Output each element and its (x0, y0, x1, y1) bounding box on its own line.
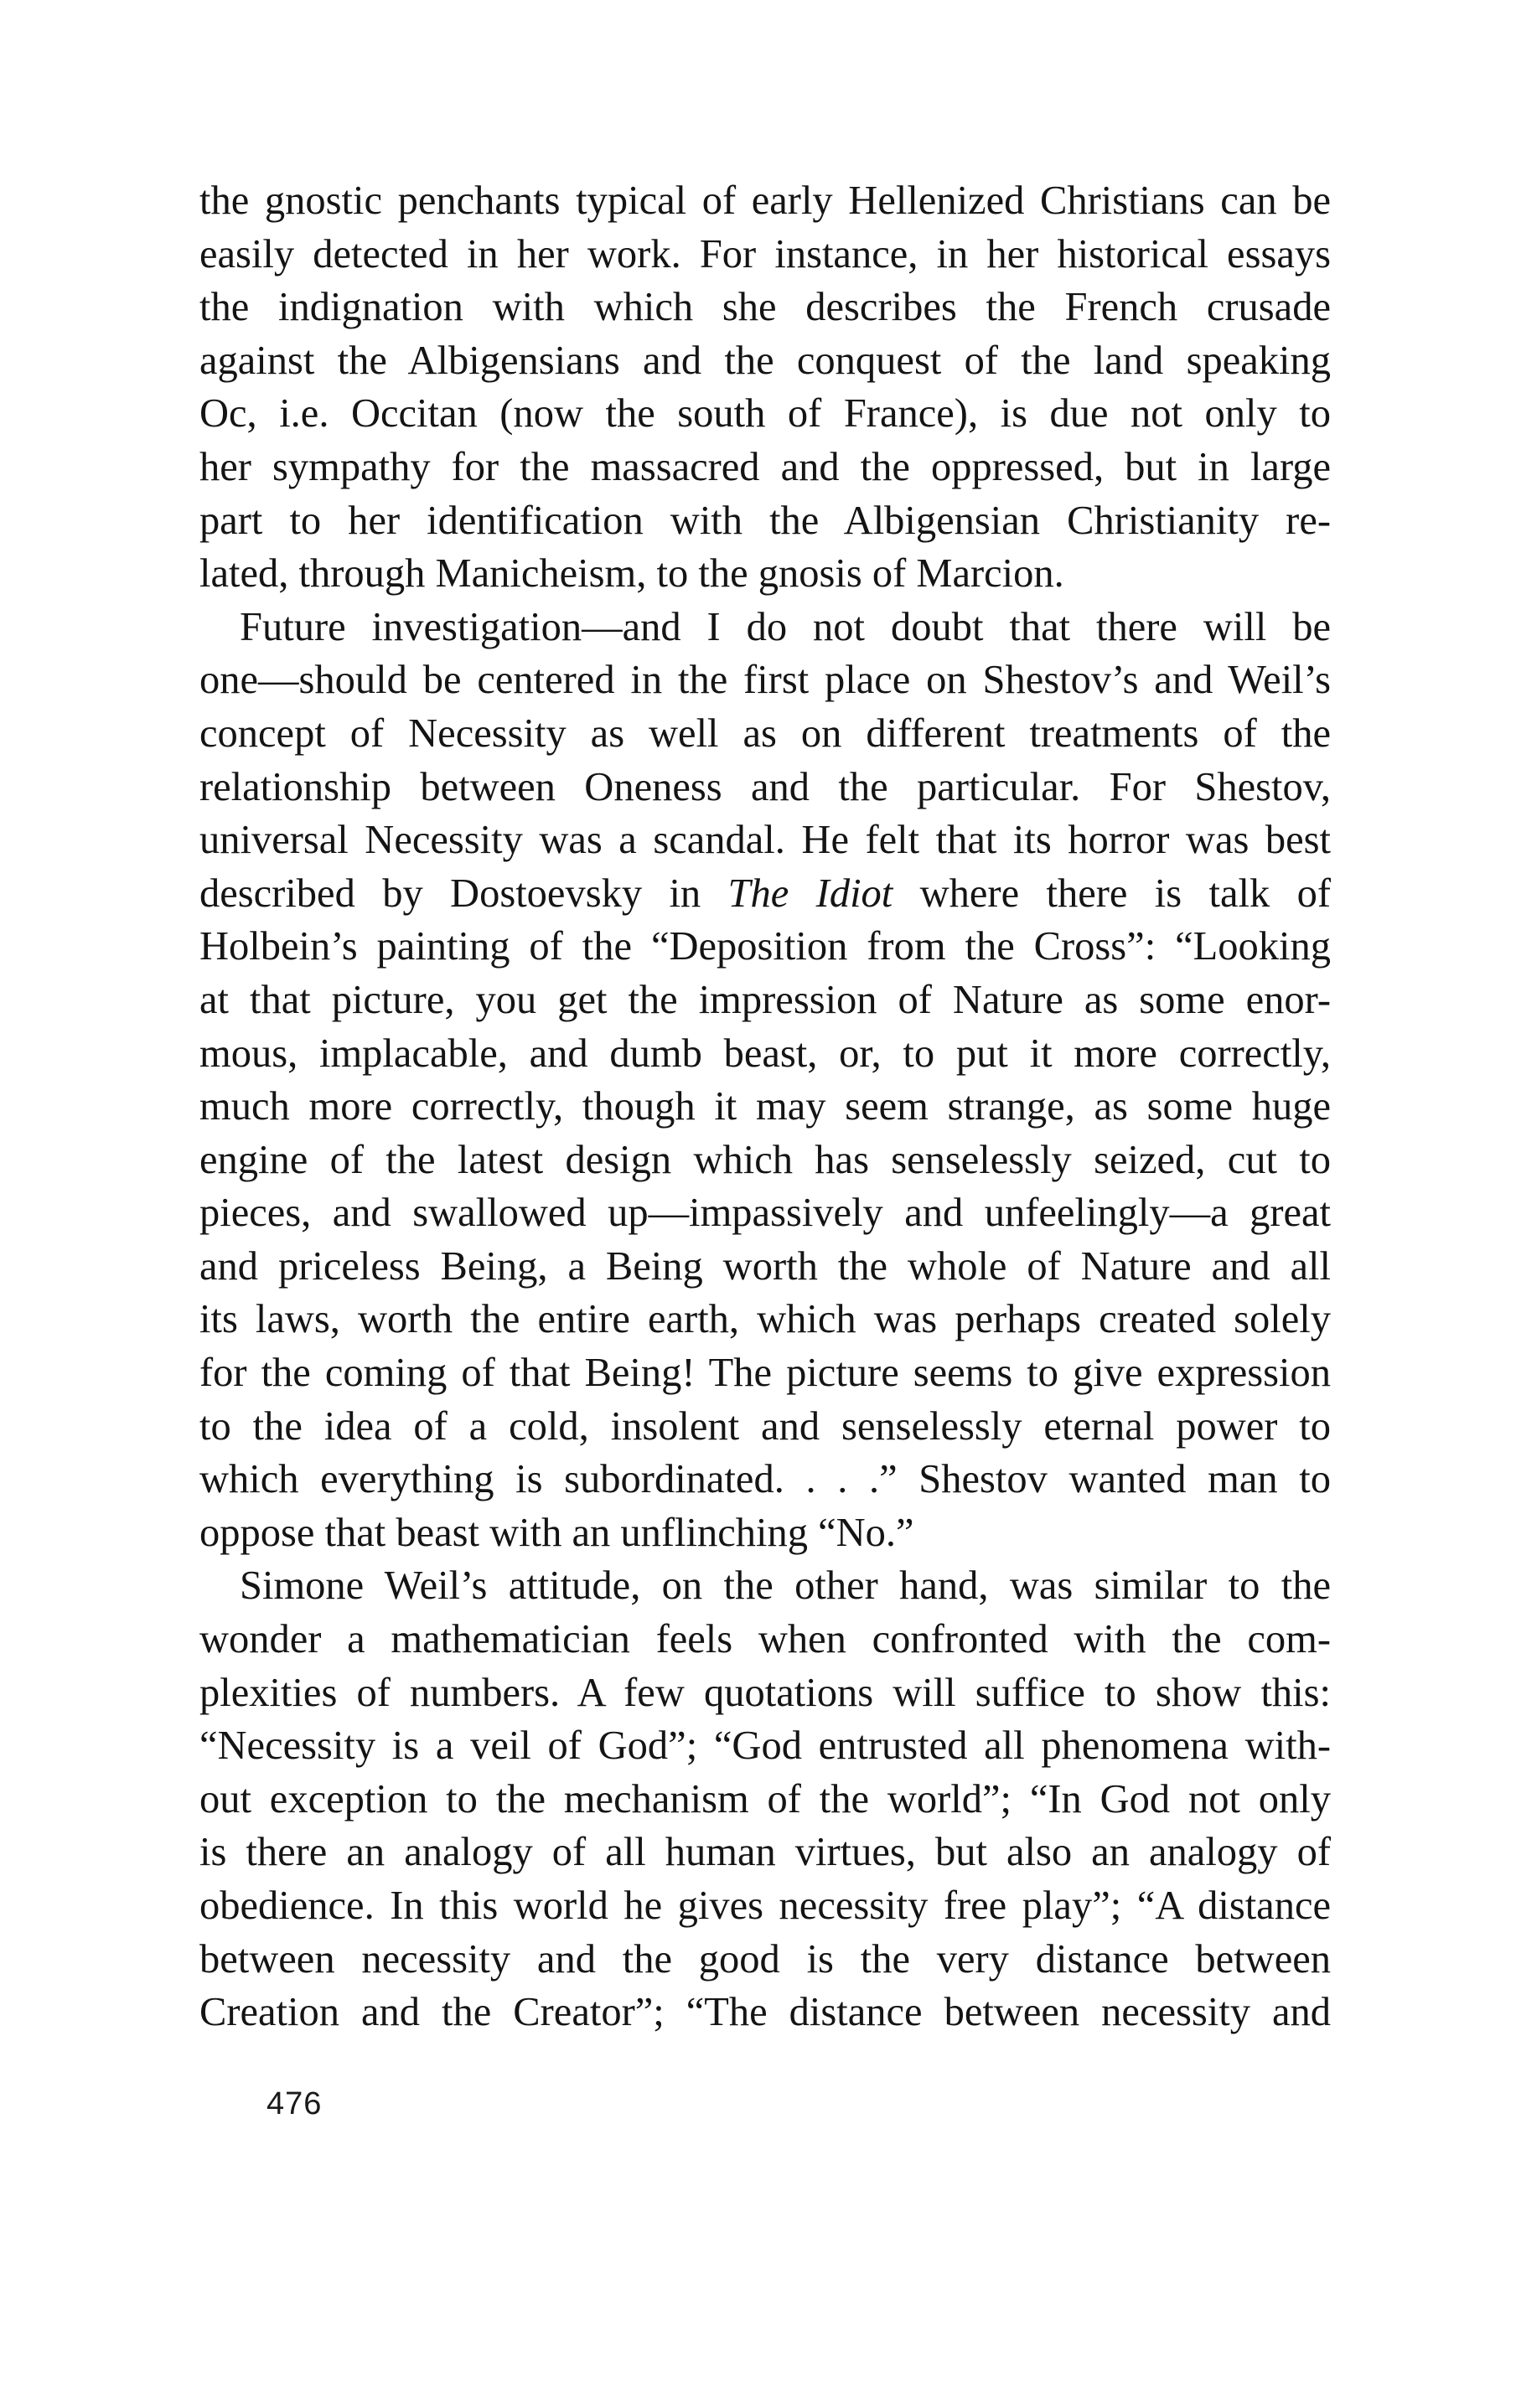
text-fragment: described by Dostoevsky in (199, 871, 728, 916)
text-line: between necessity and the good is the very distance between (199, 1936, 1331, 1982)
text-line: wonder a mathematician feels when confronted with the com- (199, 1617, 1331, 1662)
page-number: 476 (266, 2086, 323, 2121)
text-line: which everything is subordinated. . . .” Shestov wanted man to (199, 1457, 1331, 1502)
text-line: and priceless Being, a Being worth the whole of Nature and all (199, 1243, 1331, 1289)
text-line: universal Necessity was a scandal. He felt that its horror was best (199, 818, 1331, 863)
text-line: one—should be centered in the first place on Shestov’s and Weil’s (199, 658, 1331, 703)
text-fragment: where there is talk of (893, 871, 1331, 916)
text-line: obedience. In this world he gives necessity free play”; “A distance (199, 1884, 1331, 1928)
text-line: “Necessity is a veil of God”; “God entrusted all phenomena with- (199, 1723, 1331, 1769)
text-line: Oc, i.e. Occitan (now the south of France), is due not only to (199, 391, 1331, 437)
text-line: oppose that beast with an unflinching “No.” (199, 1510, 914, 1555)
text-line: lated, through Manicheism, to the gnosis of Marcion. (199, 551, 1064, 597)
text-line: easily detected in her work. For instance, in her historical essays (199, 231, 1331, 276)
paragraph-continued (199, 174, 1331, 601)
text-line: the gnostic penchants typical of early Hellenized Christians can be (199, 178, 1331, 223)
text-line: pieces, and swallowed up—impassively and unfeelingly—a great (199, 1191, 1331, 1236)
text-line: Simone Weil’s attitude, on the other hand, was similar to the (240, 1563, 1331, 1609)
text-line: Creation and the Creator”; “The distance between necessity and (199, 1990, 1331, 2035)
text-line: much more correctly, though it may seem strange, as some huge (199, 1084, 1331, 1129)
book-title-the-idiot: The Idiot (727, 871, 893, 916)
text-line: at that picture, you get the impression of Nature as some enor- (199, 977, 1331, 1022)
body-text (199, 174, 1331, 2039)
text-line: the indignation with which she describes the French crusade (199, 285, 1331, 330)
text-line: is there an analogy of all human virtues, but also an analogy of (199, 1830, 1331, 1875)
text-line: engine of the latest design which has senselessly seized, cut to (199, 1137, 1331, 1182)
text-line: relationship between Oneness and the particular. For Shestov, (199, 764, 1331, 809)
text-line-with-title (199, 867, 1331, 921)
text-line: its laws, worth the entire earth, which was perhaps created solely (199, 1297, 1331, 1342)
paragraph-simone-weil (199, 1559, 1331, 2039)
text-line: plexities of numbers. A few quotations will suffice to show this: (199, 1670, 1331, 1715)
text-line: concept of Necessity as well as on different treatments of the (199, 711, 1331, 756)
text-line: out exception to the mechanism of the world”; “In God not only (199, 1776, 1331, 1822)
text-line: her sympathy for the massacred and the oppressed, but in large (199, 444, 1331, 489)
paragraph-future-investigation (199, 601, 1331, 1560)
text-line: against the Albigensians and the conquest of the land speaking (199, 338, 1331, 383)
text-line: mous, implacable, and dumb beast, or, to put it more correctly, (199, 1031, 1331, 1076)
text-line: for the coming of that Being! The picture seems to give expression (199, 1351, 1331, 1396)
text-line: Holbein’s painting of the “Deposition from the Cross”: “Looking (199, 924, 1331, 969)
text-line: to the idea of a cold, insolent and senselessly eternal power to (199, 1403, 1331, 1449)
text-line: part to her identification with the Albigensian Christianity re- (199, 498, 1331, 543)
text-line: Future investigation—and I do not doubt that there will be (240, 604, 1331, 649)
